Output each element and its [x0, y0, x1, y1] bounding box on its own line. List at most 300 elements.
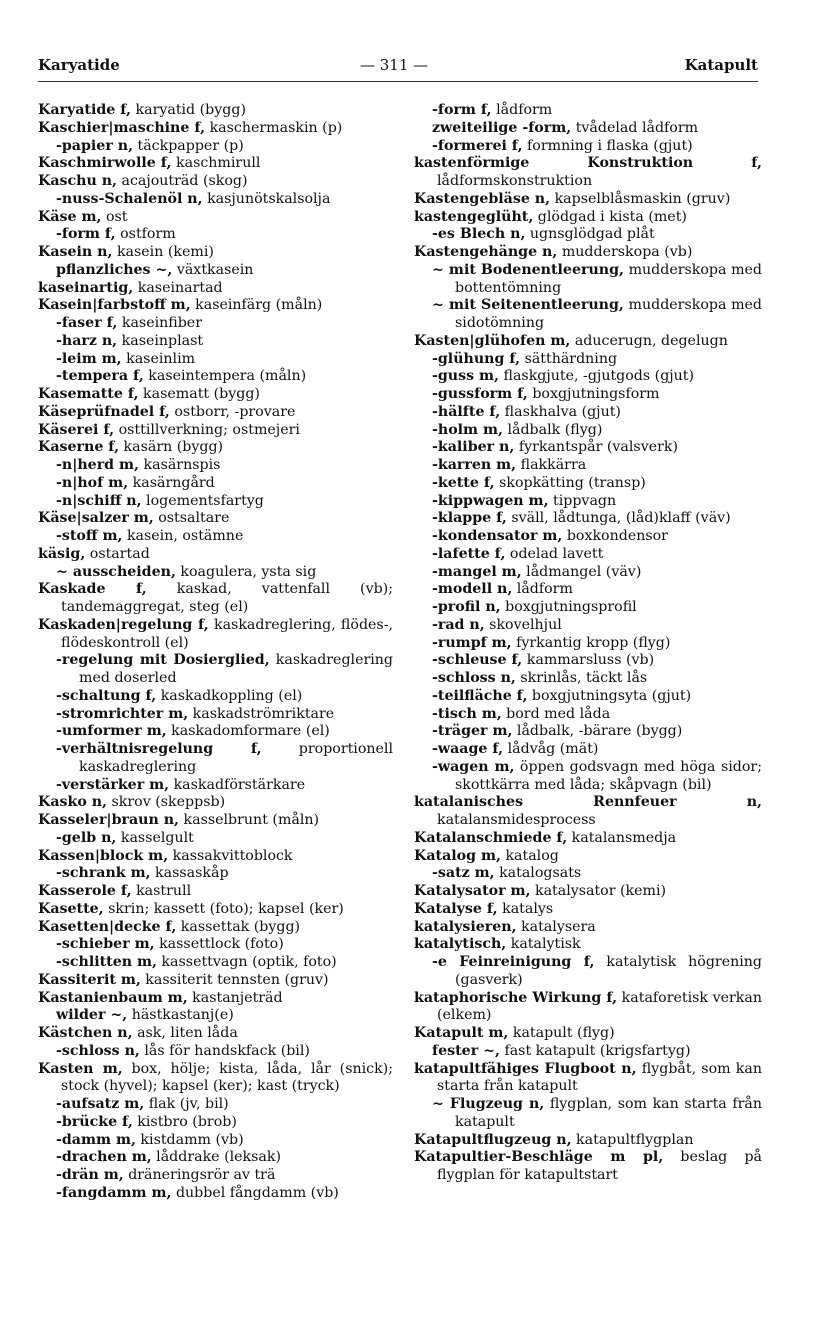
entry-translation: kaseinlim	[121, 350, 196, 367]
entry-translation: dräneringsrör av trä	[123, 1167, 276, 1183]
dictionary-entry	[38, 138, 393, 156]
entry-translation: kassakvittoblock	[168, 847, 293, 864]
entry-translation: katalys	[497, 900, 554, 917]
entry-headword: -aufsatz m,	[56, 1096, 145, 1112]
entry-translation: glödgad i kista (met)	[533, 208, 687, 225]
entry-translation: kasein, ostämne	[122, 528, 244, 544]
dictionary-entry	[414, 102, 762, 120]
dictionary-entry	[38, 1007, 393, 1025]
entry-translation: kastanjeträd	[187, 989, 283, 1006]
entry-translation: katalansmidesprocess	[437, 812, 596, 828]
entry-translation: kaskadreglering med doserled	[79, 652, 394, 686]
entry-translation: flaskgjute, -gjutgods (gjut)	[499, 368, 695, 385]
entry-translation: katalansmedja	[567, 829, 677, 846]
entry-headword: -profil n,	[432, 599, 501, 615]
entry-translation: kastrull	[131, 883, 192, 899]
entry-headword: -träger m,	[432, 723, 513, 740]
dictionary-entry	[38, 226, 393, 244]
entry-translation: skrov (skeppsb)	[107, 794, 226, 811]
dictionary-entry	[414, 493, 762, 511]
entry-headword: Kasein n,	[38, 244, 113, 260]
entry-headword: -brücke f,	[56, 1113, 133, 1130]
dictionary-entry	[414, 1043, 762, 1061]
entry-translation: aducerugn, degelugn	[570, 332, 728, 349]
entry-translation: växtkasein	[172, 261, 254, 278]
entry-translation: öppen godsvagn med höga sidor; skottkärra med låda; skåpvagn (bil)	[455, 758, 762, 793]
entry-headword: Käseprüfnadel f,	[38, 403, 170, 420]
entry-headword: -kondensator m,	[432, 528, 563, 544]
dictionary-entry	[414, 936, 762, 954]
entry-headword: -es Blech n,	[432, 226, 526, 243]
dictionary-entry	[414, 297, 762, 333]
entry-headword: Käse|salzer m,	[38, 510, 154, 527]
entry-translation: kaschermaskin (p)	[205, 119, 343, 136]
dictionary-entry	[414, 652, 762, 670]
entry-translation: fyrkantig kropp (flyg)	[511, 634, 671, 651]
page-number: — 311 —	[360, 56, 429, 74]
entry-translation: osttillverkning; ostmejeri	[114, 421, 300, 438]
entry-headword: -umformer m,	[56, 723, 167, 740]
dictionary-entry	[38, 741, 393, 777]
entry-translation: dubbel fångdamm (vb)	[171, 1184, 339, 1201]
entry-translation: sväll, lådtunga, (låd)klaff (väv)	[506, 510, 731, 527]
entry-headword: -leim m,	[56, 350, 122, 367]
dictionary-entry	[414, 670, 762, 688]
dictionary-entry	[414, 457, 762, 475]
entry-translation: katapultflygplan	[571, 1131, 694, 1148]
dictionary-entry	[38, 244, 393, 262]
dictionary-entry	[414, 475, 762, 493]
dictionary-entry	[38, 990, 393, 1008]
dictionary-entry	[414, 759, 762, 795]
dictionary-entry	[38, 191, 393, 209]
entry-headword: Käse m,	[38, 208, 102, 225]
entry-headword: -guss m,	[432, 368, 499, 385]
entry-translation: flak (jv, bil)	[144, 1096, 229, 1112]
entry-translation: mudderskopa med bottentömning	[455, 261, 762, 296]
dictionary-entry	[414, 1132, 762, 1150]
entry-translation: ost	[101, 208, 128, 225]
dictionary-entry	[38, 209, 393, 227]
dictionary-entry	[38, 564, 393, 582]
dictionary-entry	[38, 1185, 393, 1203]
entry-headword: Kasette,	[38, 900, 104, 917]
dictionary-entry	[38, 333, 393, 351]
dictionary-entry	[38, 102, 393, 120]
entry-translation: kistdamm (vb)	[135, 1131, 244, 1148]
entry-translation: lådform	[512, 581, 573, 598]
entry-headword: -faser f,	[56, 315, 118, 331]
entry-translation: tippvagn	[548, 492, 617, 509]
dictionary-entry	[38, 439, 393, 457]
entry-headword: Kästchen n,	[38, 1025, 133, 1041]
entry-headword: Katapultflugzeug n,	[414, 1131, 572, 1148]
entry-translation: kassettlock (foto)	[154, 936, 284, 953]
entry-headword: kastenförmige Konstruktion f,	[414, 155, 762, 172]
entry-headword: kataphorische Wirkung f,	[414, 989, 618, 1006]
entry-headword: ~ ausscheiden,	[56, 563, 176, 580]
entry-headword: -lafette f,	[432, 545, 506, 562]
dictionary-entry	[38, 617, 393, 653]
dictionary-entry	[38, 1132, 393, 1150]
left-column	[38, 102, 393, 1203]
dictionary-entry	[38, 794, 393, 812]
dictionary-entry	[414, 741, 762, 759]
entry-headword: -schlitten m,	[56, 954, 157, 970]
dictionary-entry	[414, 990, 762, 1026]
header-right-guideword: Katapult	[684, 56, 758, 74]
entry-translation: formning i flaska (gjut)	[522, 137, 693, 154]
entry-headword: Kasetten|decke f,	[38, 918, 177, 935]
entry-translation: ostborr, -provare	[169, 403, 296, 420]
dictionary-entry	[38, 954, 393, 972]
entry-headword: Katalanschmiede f,	[414, 829, 568, 846]
entry-headword: -harz n,	[56, 332, 118, 349]
entry-translation: skrin; kassett (foto); kapsel (ker)	[103, 900, 344, 917]
dictionary-entry	[414, 138, 762, 156]
entry-headword: -drachen m,	[56, 1149, 152, 1166]
dictionary-entry	[414, 1149, 762, 1185]
entry-translation: katapult (flyg)	[508, 1025, 615, 1041]
entry-translation: kassiterit tennsten (gruv)	[140, 971, 329, 988]
entry-headword: -n|schiff n,	[56, 492, 142, 509]
dictionary-entry	[38, 173, 393, 191]
entry-headword: -formerei f,	[432, 137, 523, 154]
dictionary-entry	[414, 209, 762, 227]
entry-headword: Kasseler|braun n,	[38, 812, 179, 828]
dictionary-entry	[38, 652, 393, 688]
entry-translation: lådvåg (mät)	[503, 741, 599, 757]
entry-headword: -schloss n,	[432, 670, 516, 686]
dictionary-entry	[414, 262, 762, 298]
entry-headword: wilder ~,	[56, 1007, 128, 1024]
entry-translation: kapselblåsmaskin (gruv)	[550, 190, 731, 207]
entry-headword: -stromrichter m,	[56, 705, 189, 722]
dictionary-entry	[414, 919, 762, 937]
entry-headword: -kippwagen m,	[432, 492, 549, 509]
entry-headword: -drän m,	[56, 1167, 124, 1183]
entry-headword: Kastanienbaum m,	[38, 989, 188, 1006]
entry-translation: box, hölje; kista, låda, lår (snick); stock (hyvel); kapsel (ker); kast (tryck)	[61, 1060, 394, 1095]
entry-headword: Kassiterit m,	[38, 971, 141, 988]
page-header	[38, 56, 758, 78]
dictionary-entry	[38, 457, 393, 475]
entry-translation: mudderskopa (vb)	[557, 244, 693, 260]
entry-translation: täckpapper (p)	[133, 137, 244, 154]
entry-translation: skopkätting (transp)	[494, 474, 646, 491]
dictionary-entry	[414, 581, 762, 599]
entry-headword: katalytisch,	[414, 936, 507, 953]
entry-headword: -schaltung f,	[56, 687, 157, 704]
entry-translation: ostartad	[85, 545, 150, 562]
entry-translation: kasselgult	[116, 829, 194, 846]
dictionary-entry	[38, 919, 393, 937]
entry-headword: Kasko n,	[38, 794, 107, 811]
entry-translation: kasselbrunt (måln)	[179, 812, 320, 828]
entry-translation: lådform	[491, 102, 553, 118]
dictionary-entry	[38, 351, 393, 369]
entry-headword: Kaschier|maschine f,	[38, 119, 206, 136]
header-left-guideword: Karyatide	[38, 56, 120, 74]
dictionary-entry	[414, 1061, 762, 1097]
entry-translation: boxgjutningsyta (gjut)	[527, 687, 692, 704]
entry-translation: kaseintempera (måln)	[143, 368, 307, 385]
entry-headword: Kasten|glühofen m,	[414, 332, 571, 349]
entry-translation: kaskadomformare (el)	[166, 723, 330, 740]
dictionary-entry	[38, 510, 393, 528]
entry-translation: ostsaltare	[153, 510, 230, 527]
entry-translation: katalog	[500, 847, 559, 864]
entry-translation: acajouträd (skog)	[116, 173, 248, 189]
entry-headword: Kaschmirwolle f,	[38, 155, 172, 172]
entry-translation: kaseinfärg (måln)	[190, 297, 323, 314]
entry-headword: -teilfläche f,	[432, 687, 528, 704]
dictionary-entry	[414, 830, 762, 848]
entry-headword: -schrank m,	[56, 865, 151, 882]
entry-headword: Katalog m,	[414, 847, 501, 864]
entry-headword: -mangel m,	[432, 563, 522, 580]
entry-translation: proportionell kaskadreglering	[79, 741, 393, 775]
dictionary-entry	[414, 439, 762, 457]
entry-translation: lås för handskfack (bil)	[139, 1042, 310, 1059]
entry-headword: -schleuse f,	[432, 652, 523, 669]
entry-headword: ~ mit Seitenentleerung,	[432, 297, 624, 314]
dictionary-entry	[38, 848, 393, 866]
entry-headword: Katalyse f,	[414, 900, 498, 917]
entry-headword: Kastengehänge n,	[414, 244, 558, 260]
entry-translation: flygbåt, som kan starta från katapult	[437, 1060, 762, 1095]
entry-translation: kaseinfiber	[117, 315, 202, 331]
dictionary-entry	[38, 280, 393, 298]
entry-headword: zweiteilige -form,	[432, 119, 572, 136]
entry-headword: Kaskade f,	[38, 581, 147, 598]
dictionary-entry	[38, 865, 393, 883]
entry-translation: beslag på flygplan för katapultstart	[437, 1149, 762, 1183]
dictionary-entry	[414, 794, 762, 830]
dictionary-entry	[414, 546, 762, 564]
dictionary-entry	[38, 546, 393, 564]
entry-translation: kassaskåp	[150, 865, 229, 882]
entry-translation: ask, liten låda	[132, 1025, 238, 1041]
entry-headword: Katapult m,	[414, 1025, 509, 1041]
dictionary-entry	[38, 1061, 393, 1097]
dictionary-entry	[414, 422, 762, 440]
entry-headword: -hälfte f,	[432, 403, 501, 420]
entry-headword: -wagen m,	[432, 758, 515, 775]
entry-translation: lådbalk, -bärare (bygg)	[512, 723, 683, 740]
entry-headword: -regelung mit Dosierglied,	[56, 652, 270, 669]
entry-headword: ~ mit Bodenentleerung,	[432, 261, 624, 278]
dictionary-entry	[414, 351, 762, 369]
header-rule	[38, 81, 758, 82]
entry-translation: kasärn (bygg)	[119, 439, 224, 456]
right-column	[414, 102, 762, 1185]
entry-translation: kassettak (bygg)	[176, 918, 301, 935]
entry-translation: kasärngård	[128, 474, 215, 491]
entry-headword: -gelb n,	[56, 829, 117, 846]
dictionary-entry	[38, 475, 393, 493]
entry-headword: kaseinartig,	[38, 279, 134, 296]
entry-translation: hästkastanj(e)	[127, 1007, 234, 1024]
entry-translation: koagulera, ysta sig	[175, 563, 317, 580]
entry-translation: kaschmirull	[171, 155, 261, 172]
entry-translation: odelad lavett	[505, 545, 604, 562]
entry-headword: Kasematte f,	[38, 386, 139, 402]
entry-headword: -stoff m,	[56, 528, 123, 544]
entry-headword: käsig,	[38, 545, 86, 562]
dictionary-entry	[414, 404, 762, 422]
dictionary-entry	[414, 528, 762, 546]
entry-translation: bord med låda	[501, 705, 611, 722]
entry-headword: Kaserne f,	[38, 439, 120, 456]
dictionary-entry	[414, 901, 762, 919]
entry-headword: katalysieren,	[414, 918, 517, 935]
entry-translation: flakkärra	[516, 457, 587, 473]
entry-translation: kasein (kemi)	[112, 244, 214, 260]
entry-headword: katalanisches Rennfeuer n,	[414, 794, 762, 811]
entry-headword: -damm m,	[56, 1131, 136, 1148]
entry-translation: lådmangel (väv)	[521, 563, 642, 580]
entry-headword: Kastengebläse n,	[414, 190, 551, 207]
entry-translation: skrinlås, täckt lås	[515, 670, 648, 686]
dictionary-entry	[414, 883, 762, 901]
dictionary-entry	[38, 830, 393, 848]
dictionary-entry	[38, 883, 393, 901]
entry-translation: fyrkantspår (valsverk)	[514, 439, 679, 456]
entry-translation: lådformskonstruktion	[437, 173, 593, 189]
dictionary-entry	[38, 1167, 393, 1185]
dictionary-entry	[414, 599, 762, 617]
entry-headword: -form f,	[56, 226, 116, 243]
dictionary-entry	[38, 404, 393, 422]
dictionary-entry	[38, 901, 393, 919]
entry-headword: -gussform f,	[432, 386, 528, 402]
entry-translation: kaskad, vattenfall (vb); tandemaggregat, steg (el)	[61, 581, 393, 615]
entry-translation: mudderskopa med sidotömning	[455, 297, 762, 331]
entry-translation: kaskadkoppling (el)	[156, 687, 303, 704]
entry-headword: -verstärker m,	[56, 776, 170, 793]
entry-translation: kistbro (brob)	[132, 1113, 237, 1130]
entry-translation: kammarsluss (vb)	[522, 652, 655, 669]
entry-translation: låddrake (leksak)	[151, 1149, 282, 1166]
dictionary-entry	[414, 723, 762, 741]
entry-headword: -n|herd m,	[56, 457, 139, 473]
entry-translation: ugnsglödgad plåt	[525, 226, 655, 243]
entry-headword: -rad n,	[432, 616, 485, 633]
entry-headword: -modell n,	[432, 581, 513, 598]
entry-headword: Kassen|block m,	[38, 847, 169, 864]
dictionary-entry	[414, 848, 762, 866]
entry-headword: Katapultier-Beschläge m pl,	[414, 1149, 664, 1166]
entry-translation: boxkondensor	[562, 528, 668, 544]
entry-headword: Karyatide f,	[38, 102, 131, 118]
entry-headword: katapultfähiges Flugboot n,	[414, 1060, 637, 1077]
dictionary-entry	[414, 688, 762, 706]
entry-translation: kassettvagn (optik, foto)	[156, 954, 337, 970]
entry-headword: ~ Flugzeug n,	[432, 1096, 545, 1112]
dictionary-entry	[38, 528, 393, 546]
dictionary-entry	[414, 226, 762, 244]
entry-headword: -n|hof m,	[56, 474, 129, 491]
entry-translation: katalysera	[516, 918, 596, 935]
entry-translation: tvådelad lådform	[571, 119, 699, 136]
dictionary-entry	[414, 1096, 762, 1132]
dictionary-entry	[38, 386, 393, 404]
entry-headword: -kette f,	[432, 474, 495, 491]
dictionary-entry	[414, 368, 762, 386]
entry-headword: Kasten m,	[38, 1060, 123, 1077]
entry-translation: ostform	[115, 226, 176, 243]
entry-translation: kaseinartad	[133, 279, 223, 296]
entry-headword: -nuss-Schalenöl n,	[56, 190, 203, 207]
entry-headword: -satz m,	[432, 865, 495, 882]
dictionary-entry	[38, 1096, 393, 1114]
entry-headword: -form f,	[432, 102, 492, 118]
dictionary-entry	[414, 191, 762, 209]
dictionary-entry	[414, 635, 762, 653]
dictionary-entry	[414, 120, 762, 138]
dictionary-entry	[38, 972, 393, 990]
entry-translation: kaskadreglering, flödes-, flödeskontroll (el)	[61, 616, 394, 651]
entry-headword: Käserei f,	[38, 421, 115, 438]
entry-headword: Katalysator m,	[414, 883, 531, 899]
entry-headword: kastengeglüht,	[414, 208, 534, 225]
entry-translation: kaskadförstärkare	[169, 776, 306, 793]
entry-translation: kasematt (bygg)	[138, 386, 260, 402]
entry-translation: katalogsats	[494, 865, 582, 882]
dictionary-entry	[414, 155, 762, 191]
entry-headword: fester ~,	[432, 1042, 500, 1059]
entry-headword: -waage f,	[432, 741, 504, 757]
entry-translation: kaseinplast	[117, 332, 204, 349]
dictionary-entry	[414, 386, 762, 404]
entry-headword: -karren m,	[432, 457, 517, 473]
entry-headword: Kaskaden|regelung f,	[38, 616, 209, 633]
entry-translation: kasärnspis	[139, 457, 221, 473]
dictionary-entry	[38, 936, 393, 954]
dictionary-entry	[38, 155, 393, 173]
entry-translation: katalytisk högrening (gasverk)	[455, 954, 762, 988]
entry-headword: -kaliber n,	[432, 439, 515, 456]
dictionary-entry	[38, 688, 393, 706]
entry-translation: logementsfartyg	[141, 492, 264, 509]
entry-headword: Kaschu n,	[38, 173, 117, 189]
entry-translation: kataforetisk verkan (elkem)	[437, 989, 762, 1024]
dictionary-entry	[414, 865, 762, 883]
entry-headword: -rumpf m,	[432, 634, 512, 651]
entry-translation: boxgjutningsform	[527, 386, 660, 402]
entry-translation: lådbalk (flyg)	[502, 421, 603, 438]
entry-headword: -schloss n,	[56, 1042, 140, 1059]
dictionary-entry	[38, 262, 393, 280]
entry-translation: katalytisk	[506, 936, 581, 953]
dictionary-entry	[38, 723, 393, 741]
dictionary-entry	[414, 1025, 762, 1043]
entry-translation: kasjunötskalsolja	[202, 190, 331, 207]
dictionary-entry	[414, 333, 762, 351]
entry-translation: boxgjutningsprofil	[500, 599, 637, 615]
entry-translation: skovelhjul	[484, 616, 562, 633]
entry-headword: -tempera f,	[56, 368, 144, 385]
dictionary-entry	[38, 1025, 393, 1043]
entry-headword: -tisch m,	[432, 705, 502, 722]
entry-translation: karyatid (bygg)	[131, 102, 246, 118]
dictionary-entry	[38, 315, 393, 333]
entry-headword: pflanzliches ~,	[56, 261, 173, 278]
entry-translation: katalysator (kemi)	[530, 883, 667, 899]
entry-translation: flygplan, som kan starta från katapult	[455, 1096, 762, 1130]
dictionary-entry	[38, 297, 393, 315]
